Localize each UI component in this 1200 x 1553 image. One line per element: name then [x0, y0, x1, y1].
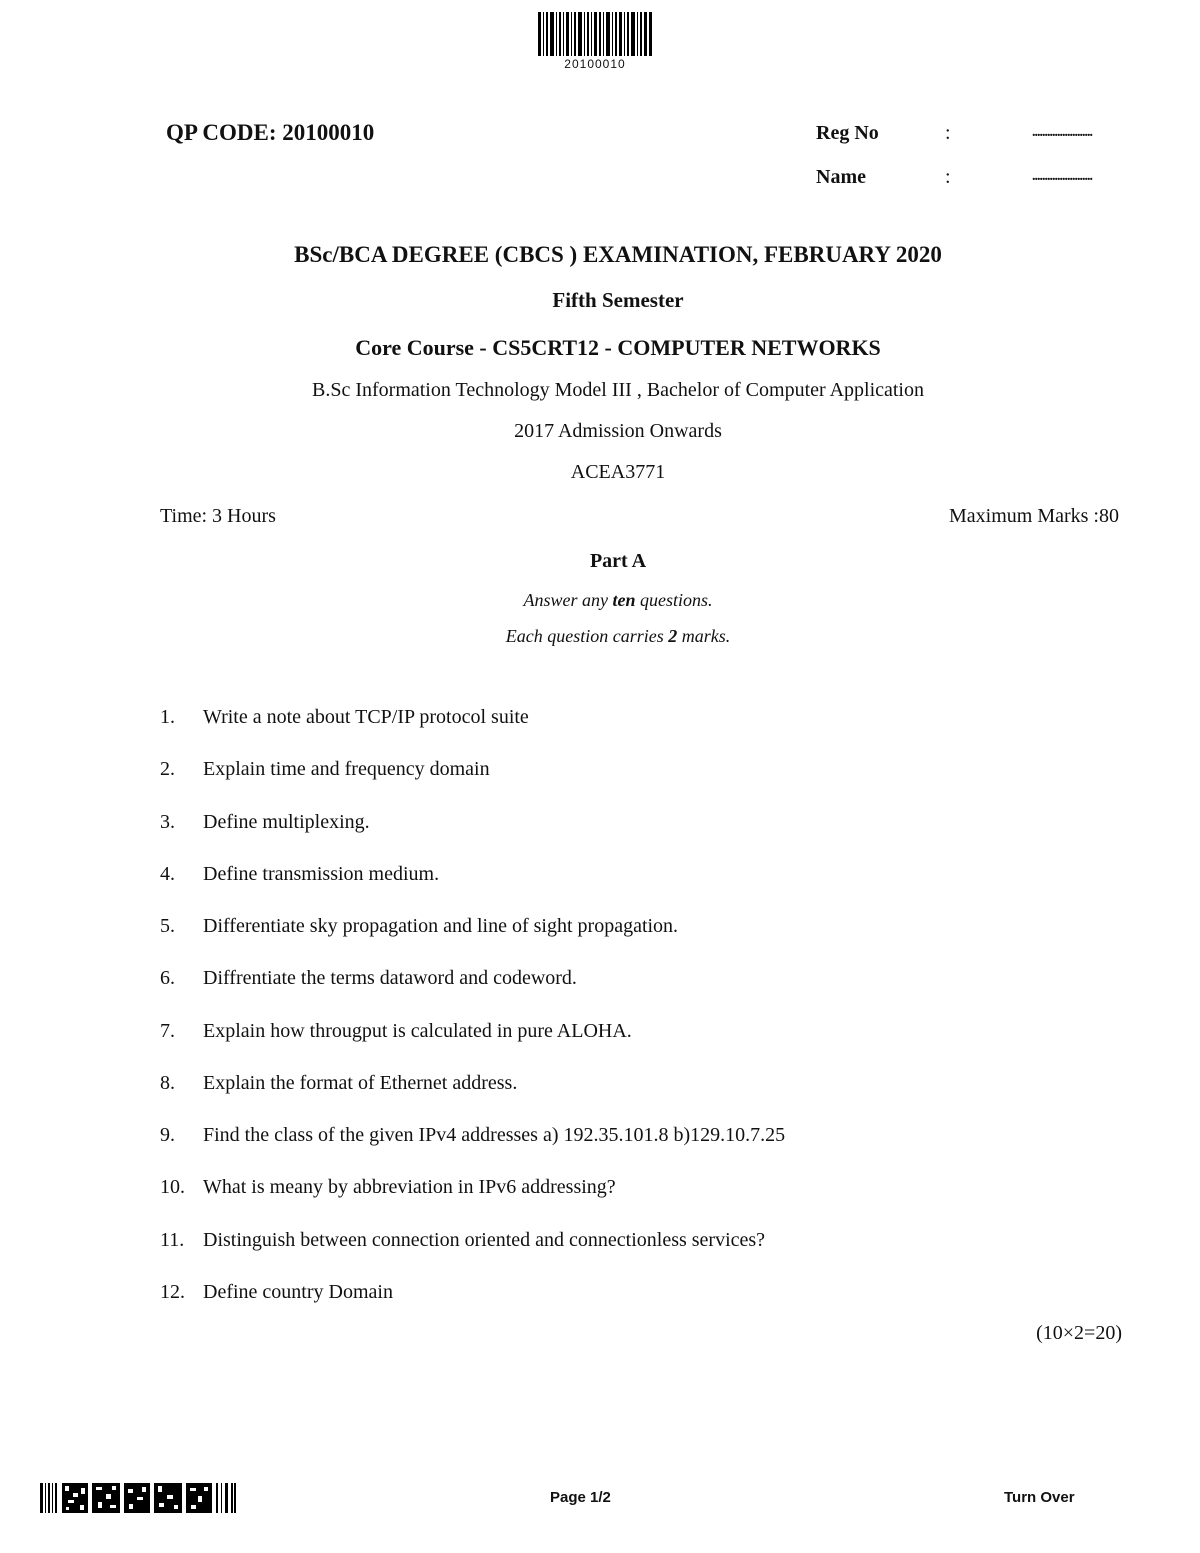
page-number: Page 1/2 [550, 1489, 611, 1506]
question-item [160, 863, 1140, 891]
question-item [160, 1124, 1140, 1152]
qp-code: QP CODE: 20100010 [166, 120, 375, 145]
reg-no-label: Reg No [816, 122, 879, 144]
question-item [160, 967, 1140, 995]
question-number: 9. [160, 1124, 175, 1146]
question-number: 10. [160, 1176, 185, 1198]
semester: Fifth Semester [552, 288, 684, 312]
question-number: 7. [160, 1020, 175, 1042]
question-number: 8. [160, 1072, 175, 1094]
question-number: 12. [160, 1281, 185, 1303]
question-text: Explain the format of Ethernet address. [203, 1072, 518, 1094]
question-text: Find the class of the given IPv4 addresses a) 192.35.101.8 b)129.10.7.25 [203, 1124, 786, 1146]
question-text: Distinguish between connection oriented and connectionless services? [203, 1229, 766, 1251]
part-a-instruction-1: Answer any ten questions. [523, 590, 713, 610]
question-text: Define multiplexing. [203, 811, 370, 833]
exam-code: ACEA3771 [570, 461, 666, 483]
question-text: Explain time and frequency domain [203, 758, 490, 780]
name-field[interactable]: ........................ [1032, 169, 1092, 184]
question-text: Diffrentiate the terms dataword and codeword. [203, 967, 577, 989]
question-number: 2. [160, 758, 175, 780]
question-text: What is meany by abbreviation in IPv6 addressing? [203, 1176, 616, 1198]
question-item [160, 1176, 1140, 1204]
question-text: Write a note about TCP/IP protocol suite [203, 706, 529, 728]
course-title: Core Course - CS5CRT12 - COMPUTER NETWORKS [355, 335, 881, 360]
question-item [160, 811, 1140, 839]
question-text: Differentiate sky propagation and line of sight propagation. [203, 915, 679, 937]
reg-no-colon: : [945, 122, 951, 144]
question-number: 4. [160, 863, 175, 885]
question-item [160, 1020, 1140, 1048]
question-item [160, 1281, 1140, 1309]
question-text: Define country Domain [203, 1281, 393, 1303]
max-marks: Maximum Marks :80 [949, 505, 1119, 527]
question-item [160, 1072, 1140, 1100]
exam-time: Time: 3 Hours [160, 505, 276, 527]
barcode-bottom [40, 1483, 236, 1513]
part-a-title: Part A [589, 550, 647, 572]
exam-title: BSc/BCA DEGREE (CBCS ) EXAMINATION, FEBRUARY 2020 [294, 242, 942, 267]
question-number: 3. [160, 811, 175, 833]
admission-year: 2017 Admission Onwards [514, 420, 722, 442]
question-item [160, 1229, 1140, 1257]
turn-over-label: Turn Over [1004, 1489, 1075, 1506]
program-name: B.Sc Information Technology Model III , Bachelor of Computer Application [312, 379, 924, 401]
name-label: Name [816, 166, 866, 188]
question-text: Explain how througput is calculated in pure ALOHA. [203, 1020, 632, 1042]
part-a-marks-summary: (10×2=20) [1036, 1322, 1122, 1344]
question-item [160, 915, 1140, 943]
reg-no-field[interactable]: ........................ [1032, 125, 1092, 140]
barcode-top [538, 12, 652, 56]
barcode-number: 20100010 [564, 57, 626, 71]
question-number: 1. [160, 706, 175, 728]
part-a-instruction-2: Each question carries 2 marks. [505, 626, 731, 646]
question-number: 11. [160, 1229, 185, 1251]
question-item [160, 706, 1140, 734]
question-text: Define transmission medium. [203, 863, 440, 885]
question-number: 5. [160, 915, 175, 937]
question-item [160, 758, 1140, 786]
name-colon: : [945, 166, 951, 188]
question-number: 6. [160, 967, 175, 989]
